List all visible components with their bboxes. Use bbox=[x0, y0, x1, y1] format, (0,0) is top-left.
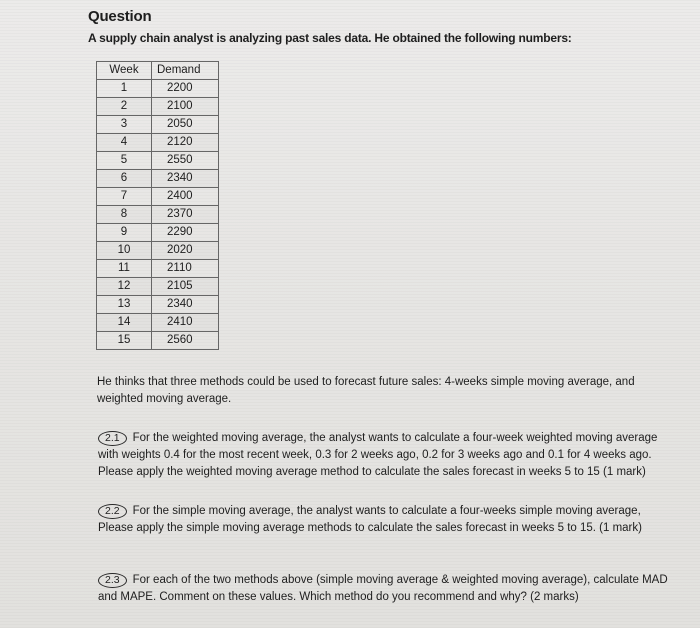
demand-cell: 2370 bbox=[152, 206, 219, 224]
week-cell: 1 bbox=[97, 80, 152, 98]
table-row bbox=[97, 80, 219, 98]
week-cell: 2 bbox=[97, 98, 152, 116]
methods-paragraph: He thinks that three methods could be used to forecast future sales: 4-weeks simple moving average, and weighted moving average. bbox=[97, 376, 635, 405]
table-row bbox=[97, 134, 219, 152]
table-row bbox=[97, 332, 219, 350]
question-title: Question bbox=[88, 8, 152, 25]
demand-cell: 2400 bbox=[152, 188, 219, 206]
week-cell: 12 bbox=[97, 278, 152, 296]
table-row bbox=[97, 116, 219, 134]
question-number-badge: 2.1 bbox=[98, 431, 127, 446]
week-cell: 3 bbox=[97, 116, 152, 134]
week-cell: 6 bbox=[97, 170, 152, 188]
demand-cell: 2560 bbox=[152, 332, 219, 350]
week-cell: 14 bbox=[97, 314, 152, 332]
intro-text: A supply chain analyst is analyzing past sales data. He obtained the following numbers: bbox=[88, 31, 572, 45]
week-cell: 11 bbox=[97, 260, 152, 278]
demand-cell: 2290 bbox=[152, 224, 219, 242]
table-header-row bbox=[97, 62, 219, 80]
week-cell: 10 bbox=[97, 242, 152, 260]
demand-cell: 2020 bbox=[152, 242, 219, 260]
question-2-2 bbox=[98, 503, 666, 537]
table-row bbox=[97, 224, 219, 242]
demand-cell: 2120 bbox=[152, 134, 219, 152]
table-row bbox=[97, 98, 219, 116]
demand-cell: 2340 bbox=[152, 170, 219, 188]
table-row bbox=[97, 260, 219, 278]
question-2-3 bbox=[98, 572, 670, 606]
question-number-badge: 2.2 bbox=[98, 504, 127, 519]
week-cell: 15 bbox=[97, 332, 152, 350]
demand-cell: 2550 bbox=[152, 152, 219, 170]
week-header: Week bbox=[97, 62, 152, 80]
table-row bbox=[97, 170, 219, 188]
week-cell: 7 bbox=[97, 188, 152, 206]
week-cell: 13 bbox=[97, 296, 152, 314]
demand-header: Demand bbox=[152, 62, 219, 80]
demand-cell: 2110 bbox=[152, 260, 219, 278]
question-number-badge: 2.3 bbox=[98, 573, 127, 588]
week-cell: 5 bbox=[97, 152, 152, 170]
table-row bbox=[97, 152, 219, 170]
table-row bbox=[97, 296, 219, 314]
demand-cell: 2100 bbox=[152, 98, 219, 116]
table-row bbox=[97, 242, 219, 260]
table-body bbox=[97, 80, 219, 350]
demand-cell: 2410 bbox=[152, 314, 219, 332]
week-cell: 9 bbox=[97, 224, 152, 242]
table-row bbox=[97, 188, 219, 206]
demand-cell: 2340 bbox=[152, 296, 219, 314]
question-text: For the weighted moving average, the analyst wants to calculate a four-week weighted moving average with weights 0.4 for the most recent week, 0.3 for 2 weeks ago, 0.2 for 3 weeks ago and 0.1 for 4 weeks ago. Please apply the weighted moving average method to calculate the sales forecast in weeks 5 to 15 (1 mark) bbox=[98, 432, 658, 478]
week-cell: 4 bbox=[97, 134, 152, 152]
question-text: For the simple moving average, the analyst wants to calculate a four-weeks simple moving average, Please apply the simple moving average methods to calculate the sales forecast in weeks 5 to 15. (1 mark) bbox=[98, 505, 642, 534]
table-row bbox=[97, 278, 219, 296]
demand-cell: 2050 bbox=[152, 116, 219, 134]
question-2-1 bbox=[98, 430, 666, 481]
week-cell: 8 bbox=[97, 206, 152, 224]
table-row bbox=[97, 206, 219, 224]
demand-cell: 2200 bbox=[152, 80, 219, 98]
demand-cell: 2105 bbox=[152, 278, 219, 296]
question-text: For each of the two methods above (simple moving average & weighted moving average), calculate MAD and MAPE. Comment on these values. Which method do you recommend and why? (2 marks) bbox=[98, 574, 668, 603]
demand-table bbox=[96, 61, 219, 350]
table-row bbox=[97, 314, 219, 332]
